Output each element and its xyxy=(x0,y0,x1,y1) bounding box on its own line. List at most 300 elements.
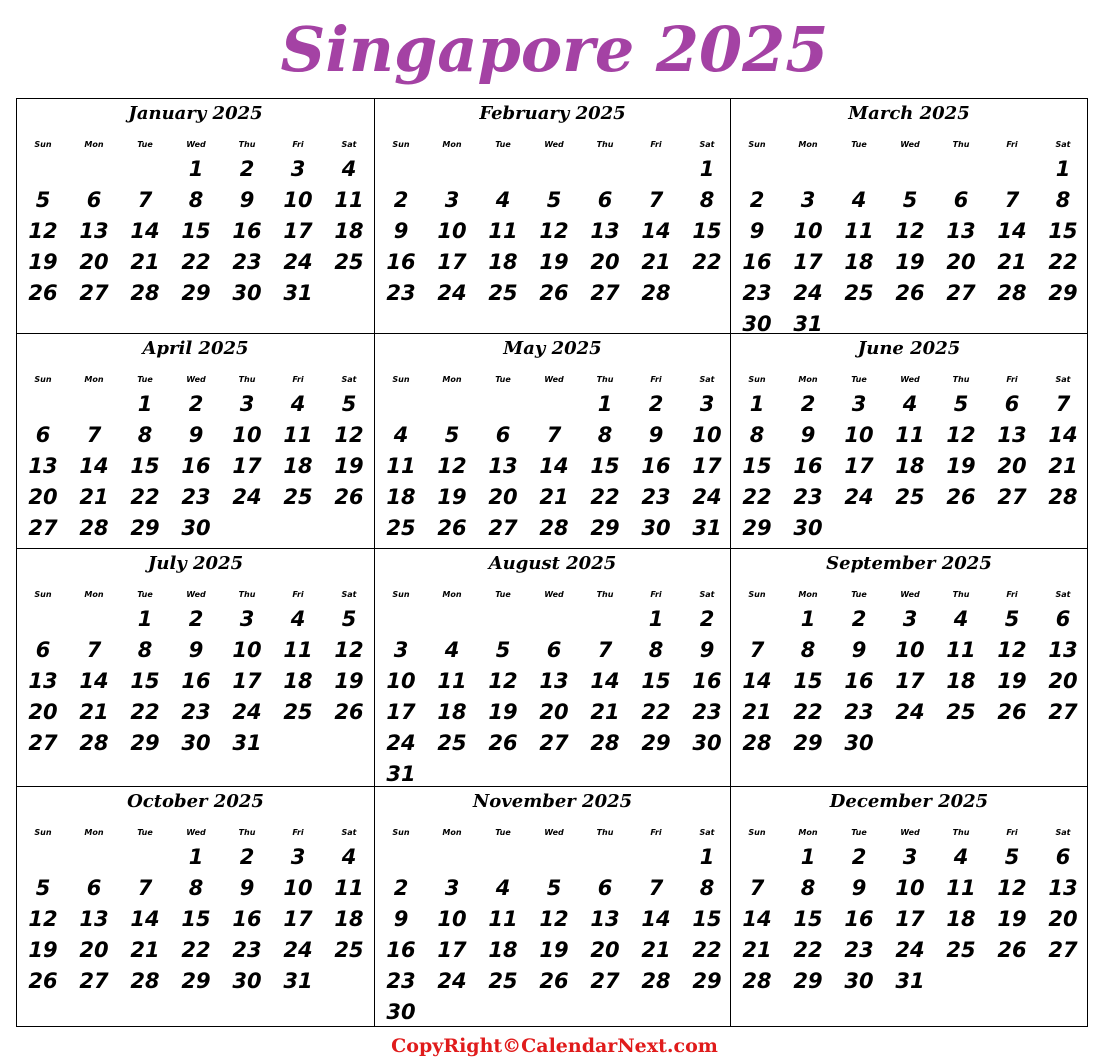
day-cell: 9 xyxy=(393,907,409,931)
weekday-label: Thu xyxy=(238,140,256,149)
day-cell: 13 xyxy=(488,454,518,478)
day-cell: 23 xyxy=(844,700,874,724)
day-cell: 30 xyxy=(641,516,671,540)
day-cell: 14 xyxy=(641,219,671,243)
day-cell: 27 xyxy=(946,281,976,305)
weekday-label: Mon xyxy=(442,590,462,599)
day-cell: 5 xyxy=(35,876,51,900)
day-cell: 4 xyxy=(495,876,511,900)
day-cell: 28 xyxy=(742,969,772,993)
weekday-label: Wed xyxy=(900,375,920,384)
day-cell: 6 xyxy=(546,638,562,662)
day-cell: 25 xyxy=(488,969,518,993)
day-cell: 24 xyxy=(895,700,925,724)
day-cell: 17 xyxy=(232,669,262,693)
day-cell: 27 xyxy=(79,281,109,305)
day-cell: 23 xyxy=(386,281,416,305)
day-cell: 19 xyxy=(334,669,364,693)
month-april xyxy=(17,334,375,549)
day-cell: 19 xyxy=(28,938,58,962)
day-cell: 23 xyxy=(181,485,211,509)
day-cell: 28 xyxy=(590,731,620,755)
weekday-label: Fri xyxy=(292,828,304,837)
day-cell: 20 xyxy=(1048,669,1078,693)
day-cell: 16 xyxy=(386,938,416,962)
month-december xyxy=(731,787,1087,1026)
weekday-label: Wed xyxy=(186,375,206,384)
day-cell: 9 xyxy=(699,638,715,662)
day-cell: 11 xyxy=(386,454,416,478)
day-cell: 7 xyxy=(1004,188,1020,212)
day-cell: 6 xyxy=(1055,845,1071,869)
day-cell: 21 xyxy=(742,938,772,962)
month-february xyxy=(375,99,731,334)
day-cell: 18 xyxy=(283,669,313,693)
day-cell: 14 xyxy=(997,219,1027,243)
day-cell: 15 xyxy=(590,454,620,478)
day-cell: 12 xyxy=(437,454,467,478)
day-cell: 9 xyxy=(851,876,867,900)
month-title: March 2025 xyxy=(848,103,970,124)
day-cell: 22 xyxy=(793,938,823,962)
day-cell: 15 xyxy=(793,907,823,931)
day-cell: 11 xyxy=(283,638,313,662)
weekday-label: Sun xyxy=(748,375,766,384)
weekday-label: Tue xyxy=(137,828,153,837)
day-cell: 21 xyxy=(997,250,1027,274)
day-cell: 23 xyxy=(181,700,211,724)
day-cell: 8 xyxy=(188,876,204,900)
day-cell: 2 xyxy=(188,607,204,631)
day-cell: 23 xyxy=(844,938,874,962)
day-cell: 11 xyxy=(844,219,874,243)
weekday-label: Fri xyxy=(1006,590,1018,599)
weekday-label: Fri xyxy=(292,140,304,149)
day-cell: 29 xyxy=(181,281,211,305)
day-cell: 30 xyxy=(692,731,722,755)
day-cell: 31 xyxy=(895,969,925,993)
day-cell: 4 xyxy=(341,845,357,869)
day-cell: 30 xyxy=(232,969,262,993)
weekday-label: Sat xyxy=(699,375,715,384)
day-cell: 15 xyxy=(181,219,211,243)
weekday-label: Mon xyxy=(798,375,818,384)
weekday-label: Fri xyxy=(1006,140,1018,149)
weekday-label: Mon xyxy=(84,375,104,384)
day-cell: 7 xyxy=(648,188,664,212)
day-cell: 17 xyxy=(793,250,823,274)
day-cell: 14 xyxy=(1048,423,1078,447)
day-cell: 7 xyxy=(1055,392,1071,416)
month-july xyxy=(17,549,375,787)
month-march xyxy=(731,99,1087,334)
day-cell: 17 xyxy=(386,700,416,724)
weekday-label: Sat xyxy=(1055,140,1071,149)
day-cell: 4 xyxy=(902,392,918,416)
day-cell: 1 xyxy=(188,157,204,181)
month-title: February 2025 xyxy=(479,103,626,124)
day-cell: 23 xyxy=(232,938,262,962)
day-cell: 20 xyxy=(590,250,620,274)
day-cell: 21 xyxy=(79,700,109,724)
day-cell: 24 xyxy=(386,731,416,755)
day-cell: 20 xyxy=(946,250,976,274)
weekday-label: Sun xyxy=(392,375,410,384)
day-cell: 22 xyxy=(130,700,160,724)
day-cell: 26 xyxy=(28,281,58,305)
day-cell: 19 xyxy=(488,700,518,724)
day-cell: 30 xyxy=(181,516,211,540)
month-title: October 2025 xyxy=(127,791,264,812)
weekday-label: Tue xyxy=(495,375,511,384)
day-cell: 19 xyxy=(895,250,925,274)
day-cell: 25 xyxy=(437,731,467,755)
day-cell: 22 xyxy=(181,250,211,274)
day-cell: 18 xyxy=(437,700,467,724)
day-cell: 21 xyxy=(1048,454,1078,478)
day-cell: 4 xyxy=(290,607,306,631)
day-cell: 31 xyxy=(692,516,722,540)
day-cell: 11 xyxy=(334,188,364,212)
day-cell: 7 xyxy=(597,638,613,662)
day-cell: 7 xyxy=(648,876,664,900)
day-cell: 8 xyxy=(699,188,715,212)
day-cell: 19 xyxy=(539,938,569,962)
day-cell: 1 xyxy=(137,392,153,416)
day-cell: 3 xyxy=(239,392,255,416)
weekday-label: Mon xyxy=(442,375,462,384)
weekday-label: Wed xyxy=(544,828,564,837)
day-cell: 13 xyxy=(590,219,620,243)
page-title: Singapore 2025 xyxy=(280,13,829,86)
day-cell: 19 xyxy=(997,669,1027,693)
day-cell: 10 xyxy=(437,907,467,931)
day-cell: 18 xyxy=(386,485,416,509)
day-cell: 24 xyxy=(283,938,313,962)
day-cell: 21 xyxy=(590,700,620,724)
weekday-label: Tue xyxy=(495,590,511,599)
day-cell: 2 xyxy=(800,392,816,416)
day-cell: 24 xyxy=(793,281,823,305)
day-cell: 10 xyxy=(692,423,722,447)
day-cell: 10 xyxy=(386,669,416,693)
day-cell: 1 xyxy=(1055,157,1071,181)
day-cell: 9 xyxy=(188,638,204,662)
day-cell: 16 xyxy=(181,454,211,478)
day-cell: 22 xyxy=(130,485,160,509)
day-cell: 31 xyxy=(283,281,313,305)
weekday-label: Sun xyxy=(34,590,52,599)
day-cell: 25 xyxy=(283,485,313,509)
day-cell: 10 xyxy=(844,423,874,447)
day-cell: 15 xyxy=(641,669,671,693)
day-cell: 26 xyxy=(895,281,925,305)
weekday-label: Fri xyxy=(650,828,662,837)
weekday-label: Sat xyxy=(341,828,357,837)
day-cell: 27 xyxy=(488,516,518,540)
day-cell: 5 xyxy=(35,188,51,212)
day-cell: 27 xyxy=(28,731,58,755)
day-cell: 16 xyxy=(844,907,874,931)
day-cell: 20 xyxy=(997,454,1027,478)
day-cell: 6 xyxy=(953,188,969,212)
weekday-label: Mon xyxy=(84,590,104,599)
day-cell: 13 xyxy=(946,219,976,243)
day-cell: 3 xyxy=(444,188,460,212)
day-cell: 11 xyxy=(488,907,518,931)
month-title: September 2025 xyxy=(826,553,992,574)
day-cell: 17 xyxy=(283,907,313,931)
day-cell: 7 xyxy=(137,188,153,212)
day-cell: 12 xyxy=(488,669,518,693)
weekday-label: Sun xyxy=(748,590,766,599)
day-cell: 29 xyxy=(641,731,671,755)
day-cell: 13 xyxy=(539,669,569,693)
day-cell: 8 xyxy=(188,188,204,212)
day-cell: 13 xyxy=(590,907,620,931)
day-cell: 11 xyxy=(283,423,313,447)
month-title: July 2025 xyxy=(147,553,244,574)
day-cell: 28 xyxy=(641,969,671,993)
day-cell: 29 xyxy=(1048,281,1078,305)
day-cell: 18 xyxy=(334,219,364,243)
day-cell: 7 xyxy=(546,423,562,447)
day-cell: 15 xyxy=(793,669,823,693)
day-cell: 2 xyxy=(188,392,204,416)
day-cell: 4 xyxy=(393,423,409,447)
day-cell: 21 xyxy=(79,485,109,509)
day-cell: 27 xyxy=(590,281,620,305)
day-cell: 15 xyxy=(742,454,772,478)
day-cell: 8 xyxy=(137,423,153,447)
month-title: November 2025 xyxy=(472,791,633,812)
weekday-label: Mon xyxy=(798,828,818,837)
day-cell: 12 xyxy=(334,638,364,662)
day-cell: 19 xyxy=(334,454,364,478)
day-cell: 28 xyxy=(130,281,160,305)
weekday-label: Thu xyxy=(238,590,256,599)
weekday-label: Sat xyxy=(341,590,357,599)
day-cell: 18 xyxy=(334,907,364,931)
day-cell: 13 xyxy=(997,423,1027,447)
weekday-label: Sun xyxy=(392,828,410,837)
day-cell: 10 xyxy=(437,219,467,243)
weekday-label: Tue xyxy=(851,590,867,599)
day-cell: 5 xyxy=(546,876,562,900)
day-cell: 27 xyxy=(590,969,620,993)
weekday-label: Sat xyxy=(1055,375,1071,384)
weekday-label: Fri xyxy=(1006,375,1018,384)
weekday-label: Tue xyxy=(495,140,511,149)
day-cell: 26 xyxy=(334,485,364,509)
day-cell: 2 xyxy=(851,607,867,631)
day-cell: 12 xyxy=(997,638,1027,662)
day-cell: 1 xyxy=(597,392,613,416)
weekday-label: Tue xyxy=(137,140,153,149)
day-cell: 15 xyxy=(130,669,160,693)
day-cell: 24 xyxy=(692,485,722,509)
day-cell: 19 xyxy=(437,485,467,509)
day-cell: 8 xyxy=(699,876,715,900)
day-cell: 8 xyxy=(1055,188,1071,212)
day-cell: 29 xyxy=(742,516,772,540)
day-cell: 14 xyxy=(742,669,772,693)
weekday-label: Mon xyxy=(84,140,104,149)
day-cell: 14 xyxy=(742,907,772,931)
day-cell: 7 xyxy=(86,423,102,447)
day-cell: 9 xyxy=(393,219,409,243)
day-cell: 28 xyxy=(742,731,772,755)
day-cell: 1 xyxy=(188,845,204,869)
weekday-label: Mon xyxy=(798,590,818,599)
day-cell: 22 xyxy=(590,485,620,509)
day-cell: 28 xyxy=(539,516,569,540)
day-cell: 1 xyxy=(648,607,664,631)
day-cell: 19 xyxy=(28,250,58,274)
day-cell: 1 xyxy=(137,607,153,631)
day-cell: 22 xyxy=(742,485,772,509)
day-cell: 9 xyxy=(239,876,255,900)
weekday-label: Thu xyxy=(596,828,614,837)
day-cell: 5 xyxy=(546,188,562,212)
weekday-label: Thu xyxy=(238,828,256,837)
day-cell: 26 xyxy=(539,969,569,993)
day-cell: 2 xyxy=(239,157,255,181)
day-cell: 24 xyxy=(844,485,874,509)
day-cell: 16 xyxy=(181,669,211,693)
day-cell: 17 xyxy=(895,669,925,693)
day-cell: 28 xyxy=(79,516,109,540)
weekday-label: Sun xyxy=(748,140,766,149)
day-cell: 22 xyxy=(793,700,823,724)
day-cell: 30 xyxy=(742,312,772,336)
weekday-label: Tue xyxy=(137,590,153,599)
month-november xyxy=(375,787,731,1026)
day-cell: 15 xyxy=(692,219,722,243)
day-cell: 13 xyxy=(1048,638,1078,662)
day-cell: 6 xyxy=(35,638,51,662)
day-cell: 10 xyxy=(895,876,925,900)
day-cell: 14 xyxy=(641,907,671,931)
day-cell: 20 xyxy=(79,938,109,962)
weekday-label: Fri xyxy=(292,590,304,599)
weekday-label: Thu xyxy=(952,828,970,837)
day-cell: 3 xyxy=(851,392,867,416)
day-cell: 27 xyxy=(1048,700,1078,724)
day-cell: 11 xyxy=(334,876,364,900)
weekday-label: Tue xyxy=(495,828,511,837)
weekday-label: Sun xyxy=(34,375,52,384)
day-cell: 21 xyxy=(742,700,772,724)
day-cell: 25 xyxy=(946,938,976,962)
day-cell: 3 xyxy=(290,157,306,181)
day-cell: 20 xyxy=(539,700,569,724)
day-cell: 24 xyxy=(895,938,925,962)
month-january xyxy=(17,99,375,334)
day-cell: 25 xyxy=(488,281,518,305)
day-cell: 3 xyxy=(239,607,255,631)
day-cell: 16 xyxy=(386,250,416,274)
day-cell: 23 xyxy=(692,700,722,724)
day-cell: 2 xyxy=(648,392,664,416)
weekday-label: Wed xyxy=(544,375,564,384)
day-cell: 25 xyxy=(334,938,364,962)
day-cell: 18 xyxy=(283,454,313,478)
day-cell: 5 xyxy=(495,638,511,662)
day-cell: 16 xyxy=(742,250,772,274)
day-cell: 23 xyxy=(641,485,671,509)
day-cell: 16 xyxy=(232,219,262,243)
weekday-label: Sat xyxy=(699,140,715,149)
weekday-label: Sat xyxy=(1055,590,1071,599)
day-cell: 27 xyxy=(28,516,58,540)
day-cell: 23 xyxy=(232,250,262,274)
day-cell: 26 xyxy=(28,969,58,993)
day-cell: 7 xyxy=(749,876,765,900)
day-cell: 13 xyxy=(79,219,109,243)
day-cell: 24 xyxy=(437,281,467,305)
weekday-label: Thu xyxy=(596,375,614,384)
day-cell: 14 xyxy=(130,219,160,243)
day-cell: 4 xyxy=(953,607,969,631)
day-cell: 3 xyxy=(902,845,918,869)
month-title: May 2025 xyxy=(503,338,602,359)
day-cell: 8 xyxy=(800,876,816,900)
weekday-label: Wed xyxy=(900,590,920,599)
day-cell: 18 xyxy=(844,250,874,274)
day-cell: 17 xyxy=(844,454,874,478)
day-cell: 16 xyxy=(692,669,722,693)
day-cell: 4 xyxy=(495,188,511,212)
day-cell: 6 xyxy=(1055,607,1071,631)
day-cell: 22 xyxy=(181,938,211,962)
day-cell: 13 xyxy=(28,669,58,693)
weekday-label: Mon xyxy=(442,140,462,149)
day-cell: 14 xyxy=(130,907,160,931)
day-cell: 19 xyxy=(539,250,569,274)
day-cell: 12 xyxy=(997,876,1027,900)
day-cell: 10 xyxy=(895,638,925,662)
day-cell: 11 xyxy=(488,219,518,243)
day-cell: 24 xyxy=(437,969,467,993)
day-cell: 28 xyxy=(997,281,1027,305)
day-cell: 12 xyxy=(946,423,976,447)
day-cell: 30 xyxy=(844,969,874,993)
day-cell: 6 xyxy=(495,423,511,447)
day-cell: 25 xyxy=(334,250,364,274)
day-cell: 21 xyxy=(539,485,569,509)
day-cell: 25 xyxy=(946,700,976,724)
day-cell: 24 xyxy=(283,250,313,274)
day-cell: 6 xyxy=(86,876,102,900)
day-cell: 30 xyxy=(844,731,874,755)
day-cell: 4 xyxy=(341,157,357,181)
day-cell: 17 xyxy=(283,219,313,243)
day-cell: 5 xyxy=(953,392,969,416)
weekday-label: Mon xyxy=(442,828,462,837)
weekday-label: Mon xyxy=(798,140,818,149)
day-cell: 8 xyxy=(800,638,816,662)
day-cell: 16 xyxy=(844,669,874,693)
weekday-label: Wed xyxy=(186,828,206,837)
day-cell: 25 xyxy=(895,485,925,509)
day-cell: 2 xyxy=(851,845,867,869)
day-cell: 15 xyxy=(130,454,160,478)
calendar-grid xyxy=(16,98,1088,1027)
weekday-label: Sat xyxy=(1055,828,1071,837)
day-cell: 13 xyxy=(79,907,109,931)
day-cell: 28 xyxy=(641,281,671,305)
